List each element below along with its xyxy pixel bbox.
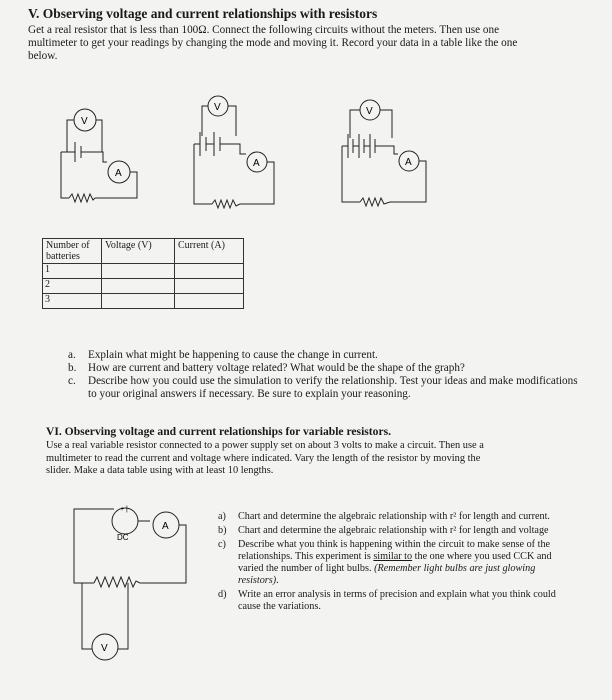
cell-voltage <box>102 294 175 309</box>
underlined-phrase: similar to <box>373 551 413 562</box>
ammeter-label: A <box>162 521 169 532</box>
question-text: How are current and battery voltage related? What would be the shape of the graph? <box>88 362 465 374</box>
question-item <box>218 525 588 537</box>
ammeter-label: A <box>405 157 412 168</box>
header-number-of-batteries: Number of batteries <box>43 239 102 264</box>
question-marker: c) <box>218 539 226 550</box>
cell-batteries: 2 <box>43 279 102 294</box>
question-text-part: . <box>276 575 279 586</box>
intro-line: multimeter to get your readings by changing the mode and moving it. Record your data in a table like the one <box>28 37 518 49</box>
question-item <box>68 375 588 401</box>
intro-line: slider. Make a data table using with at least 10 lengths. <box>46 465 274 476</box>
voltmeter-label: V <box>214 102 221 113</box>
cell-current <box>175 264 244 279</box>
cell-batteries: 1 <box>43 264 102 279</box>
intro-line: multimeter to read the current and voltage where indicated. Vary the length of the resistor by moving the <box>46 452 481 464</box>
section-5-title: V. Observing voltage and current relationships with resistors <box>28 6 378 21</box>
question-marker: b) <box>218 525 227 536</box>
section-6-questions <box>218 511 588 615</box>
question-text-part: the one where you used CCK and varied the number of light bulbs. <box>238 551 552 574</box>
table-header-row <box>43 239 244 264</box>
ammeter-label: A <box>253 158 260 169</box>
section-5-questions <box>68 349 588 401</box>
question-text: Chart and determine the algebraic relationship with r² for length and current. <box>238 511 550 522</box>
cell-current <box>175 279 244 294</box>
question-text <box>238 539 578 587</box>
intro-line: Get a real resistor that is less than 100Ω. Connect the following circuits without the meters. Then use one <box>28 24 500 36</box>
table-row <box>43 294 244 309</box>
question-text: Explain what might be happening to cause the change in current. <box>88 349 378 361</box>
circuit-two-batteries <box>190 94 280 209</box>
question-text: Describe how you could use the simulation to verify the relationship. Test your ideas and make modifications to your original answers if necessary. Be sure to explain your reasoning. <box>88 375 578 400</box>
question-item <box>68 362 588 375</box>
question-text: Write an error analysis in terms of precision and explain what you think could cause the variations. <box>238 589 556 612</box>
question-text-part: Describe what you think is happening within the circuit to make sense of the relationships. This experiment is <box>238 539 551 562</box>
question-item <box>68 349 588 362</box>
question-item <box>218 539 588 587</box>
section-6-intro <box>46 440 586 478</box>
header-current: Current (A) <box>175 239 244 264</box>
question-item <box>218 511 588 523</box>
header-voltage: Voltage (V) <box>102 239 175 264</box>
cell-voltage <box>102 279 175 294</box>
italic-note: (Remember light bulbs are just glowing resistors) <box>238 563 536 586</box>
cell-batteries: 3 <box>43 294 102 309</box>
cell-current <box>175 294 244 309</box>
question-marker: a) <box>218 511 226 522</box>
question-marker: c. <box>68 375 76 387</box>
variable-resistor-circuit <box>70 497 210 665</box>
table-row <box>43 279 244 294</box>
circuit-three-batteries <box>338 98 433 208</box>
question-marker: a. <box>68 349 76 361</box>
question-marker: b. <box>68 362 77 374</box>
question-item <box>218 589 588 613</box>
voltmeter-label: V <box>101 643 108 654</box>
resistor-zigzag <box>69 194 95 202</box>
data-table <box>42 238 244 309</box>
supply-terminals-label: + | <box>120 506 128 513</box>
cell-voltage <box>102 264 175 279</box>
circuit-one-battery <box>55 100 145 205</box>
section-5-intro <box>28 24 598 63</box>
section-6-title: VI. Observing voltage and current relationships for variable resistors. <box>46 425 392 438</box>
dc-supply-label: DC <box>117 533 129 542</box>
question-text: Chart and determine the algebraic relationship with r² for length and voltage <box>238 525 549 536</box>
resistor-zigzag <box>212 200 240 208</box>
resistor-zigzag <box>94 577 140 587</box>
question-marker: d) <box>218 589 227 600</box>
intro-line: below. <box>28 50 58 62</box>
voltmeter-label: V <box>81 116 88 127</box>
resistor-zigzag <box>360 198 390 206</box>
ammeter-label: A <box>115 168 122 179</box>
voltmeter-probe-lead <box>82 605 92 649</box>
table-row <box>43 264 244 279</box>
voltmeter-label: V <box>366 106 373 117</box>
intro-line: Use a real variable resistor connected to a power supply set on about 3 volts to make a circuit. Then use a <box>46 440 484 451</box>
